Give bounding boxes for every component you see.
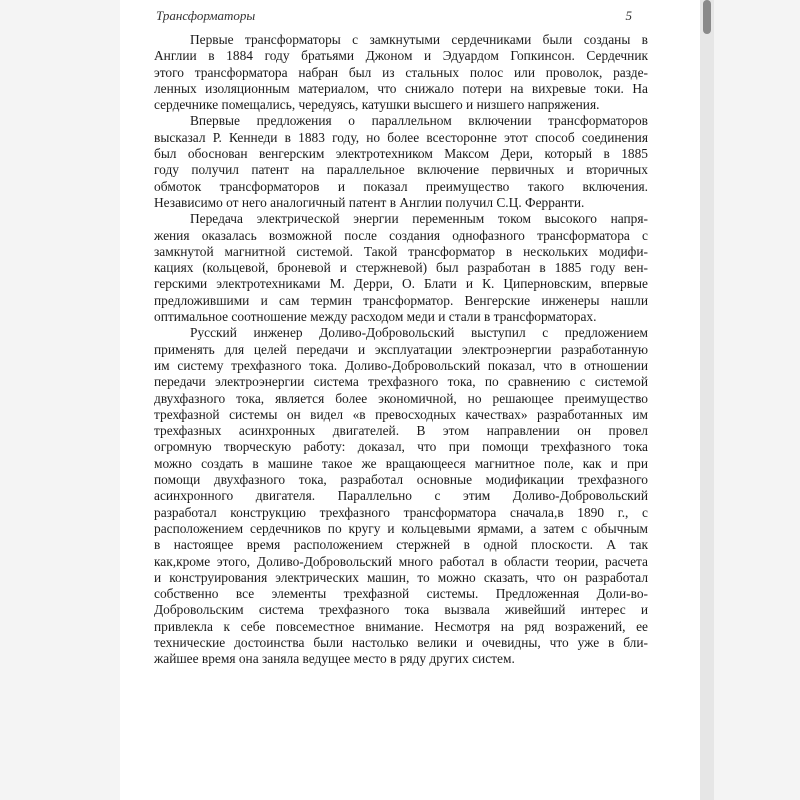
text-line: в настоящее время расположением стержней в одной плоскости. А так xyxy=(154,537,648,553)
scrollbar-thumb[interactable] xyxy=(703,0,711,34)
text-line: двухфазного тока, является более экономичной, но решающее преимущество xyxy=(154,390,648,406)
text-line: предложившими и сам термин трансформатор. Венгерские инженеры нашли xyxy=(154,292,648,308)
text-line: жайшее время она заняла ведущее место в ряду других систем. xyxy=(154,651,515,667)
text-line: собственно все элементы трехфазной системы. Предложенная Доли-во- xyxy=(154,586,648,602)
text-line: трехфазных асинхронных двигателей. В этом направлении он провел xyxy=(154,423,648,439)
paragraph xyxy=(154,325,648,667)
text-line: оптимальное соотношение между расходом меди и стали в трансформаторах. xyxy=(154,309,597,325)
text-line: можно создать в машине такое же вращающееся магнитное поле, как и при xyxy=(154,455,648,471)
text-line: кациях (кольцевой, броневой и стержневой) был разработан в 1885 году вен- xyxy=(154,260,648,276)
text-line: году получил патент на параллельное включение первичных и вторичных xyxy=(154,162,648,178)
text-line: жения оказалась возможной после создания однофазного трансформатора с xyxy=(154,227,648,243)
text-line: Первые трансформаторы с замкнутыми сердечниками были созданы в xyxy=(190,32,648,47)
text-line: Добровольским система трехфазного тока вызвала живейший интерес и xyxy=(154,602,648,618)
text-line: разработал конструкцию трехфазного трансформатора сначала,в 1890 г., с xyxy=(154,504,648,520)
vertical-scrollbar[interactable] xyxy=(700,0,714,800)
text-line: высказал Р. Кеннеди в 1883 году, но более всесторонне этот способ соединения xyxy=(154,129,648,145)
page-number: 5 xyxy=(625,8,632,23)
text-line: Независимо от него аналогичный патент в Англии получил С.Ц. Ферранти. xyxy=(154,194,585,210)
text-line: и конструирования электрических машин, то можно сказать, что он разработал xyxy=(154,569,648,585)
body-text xyxy=(154,32,648,668)
text-line: технические достоинства были настолько велики и очевидны, что уже в бли- xyxy=(154,634,648,650)
text-line: Англии в 1884 году братьями Джоном и Эдуардом Гопкинсон. Сердечник xyxy=(154,48,648,64)
text-line: сердечнике помещались, чередуясь, катушки высшего и низшего напряжения. xyxy=(154,97,600,113)
running-header-title: Трансформаторы xyxy=(156,8,256,23)
text-line: как,кроме этого, Доливо-Добровольский много работал в области теории, расчета xyxy=(154,553,648,569)
text-line: Впервые предложения о параллельном включении трансформаторов xyxy=(190,113,648,129)
text-line: расположением сердечников по кругу и кольцевыми ярмами, а затем с обычным xyxy=(154,520,648,536)
text-line: Русский инженер Доливо-Добровольский выступил с предложением xyxy=(190,325,648,341)
running-header xyxy=(156,7,632,25)
text-line: трехфазной системы он видел «в превосходных качествах» разработанных им xyxy=(154,406,648,422)
text-line: был обоснован венгерским электротехником Максом Дери, который в 1885 xyxy=(154,146,648,162)
document-page xyxy=(120,0,700,800)
text-line: им систему трехфазного тока. Доливо-Добровольский показал, что в отношении xyxy=(154,357,648,373)
text-line: герскими электротехниками М. Дерри, О. Блати и К. Циперновским, впервые xyxy=(154,276,648,292)
text-line: огромную творческую работу: доказал, что при помощи трехфазного тока xyxy=(154,439,648,455)
text-line: привлекла к себе повсеместное внимание. Несмотря на ряд возражений, ее xyxy=(154,618,648,634)
text-line: передачи электроэнергии система трехфазного тока, по сравнению с системой xyxy=(154,374,648,390)
text-line: Передача электрической энергии переменным током высокого напря- xyxy=(190,211,648,227)
text-line: помощи двухфазного тока, разработал основные модификации трехфазного xyxy=(154,472,648,488)
text-line: ленных изоляционным материалом, что снижало потери на вихревые токи. На xyxy=(154,80,648,96)
paragraph xyxy=(154,32,648,113)
text-line: обмоток трансформаторов и показал преимущество такого включения. xyxy=(154,178,648,194)
text-line: асинхронного двигателя. Параллельно с этим Доливо-Добровольский xyxy=(154,488,648,504)
paragraph xyxy=(154,211,648,325)
text-line: замкнутой магнитной системой. Такой трансформатор в нескольких модифи- xyxy=(154,243,648,259)
paragraph xyxy=(154,113,648,211)
text-line: применять для целей передачи и эксплуатации электроэнергии разработанную xyxy=(154,341,648,357)
text-line: этого трансформатора набран был из стальных полос или проволок, разде- xyxy=(154,64,648,80)
